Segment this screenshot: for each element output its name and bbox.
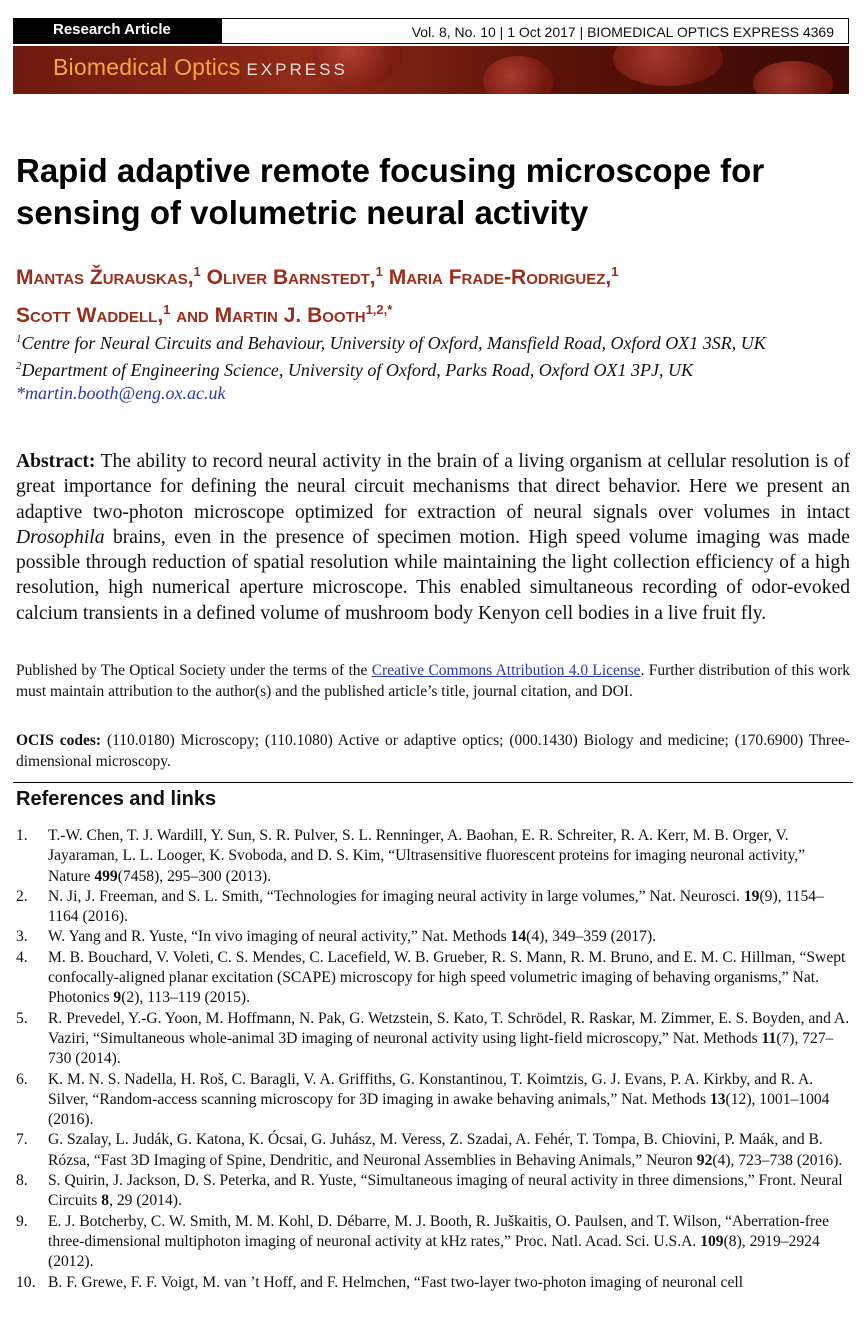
reference-number: 1. xyxy=(16,827,28,844)
top-bar xyxy=(13,18,849,44)
author: and Martin J. Booth$^{1,2,*}$ xyxy=(176,302,393,327)
author: Oliver Barnstedt,$^1$ xyxy=(206,264,383,289)
reference-item: 1. T.-W. Chen, T. J. Wardill, Y. Sun, S. R. Pulver, S. L. Renninger, A. Baohan, E. R. Schreiter, R. A. Kerr, M. B. Orger, V. Jayaraman, L. L. Looger, K. Svoboda, and D. S. Kim, “Ultrasensitive fluorescent proteins for imaging neuronal activity,” Nature 499(7458), 295–300 (2013). xyxy=(16,827,806,885)
author-list xyxy=(16,256,856,332)
article-title: Rapid adaptive remote focusing microscope for sensing of volumetric neural activity xyxy=(16,152,765,231)
affiliation: $^2$Department of Engineering Science, University of Oxford, Parks Road, Oxford OX1 3PJ, UK xyxy=(16,360,694,380)
author: Mantas Žurauskas,$^1$ xyxy=(16,264,201,289)
reference-item: 5. R. Prevedel, Y.-G. Yoon, M. Hoffmann, N. Pak, G. Wetzstein, S. Kato, T. Schrödel, R. Raskar, M. Zimmer, E. S. Boyden, and A. Vaziri, “Simultaneous whole-animal 3D imaging of neuronal activity using light-field microscopy,” Nat. Methods 11(7), 727–730 (2014). xyxy=(16,1009,850,1068)
abstract: Abstract: The ability to record neural activity in the brain of a living organism at cellular resolution is of great importance for defining the neural circuit mechanisms that direct behavior. Here we present an adaptive two-photon microscope optimized for extraction of neural signals over volumes in intact Drosophila brains, even in the presence of specimen motion. High speed volume imaging was made possible through reduction of spatial resolution while maintaining the light collection efficiency of a high resolution, high numerical aperture microscope. This enabled simultaneous recording of odor-evoked calcium transients in a defined volume of mushroom body Kenyon cell bodies in a live fruit fly. xyxy=(16,451,850,624)
references-heading: References and links xyxy=(16,788,217,810)
publication-note: Published by The Optical Society under the terms of the Creative Commons Attribution 4.0 License. Further distribution of this work must maintain attribution to the author(s) and the published article’s title, journal citation, and DOI. xyxy=(16,662,850,700)
license-link[interactable]: Creative Commons Attribution 4.0 License xyxy=(371,662,641,679)
affiliation: $^1$Centre for Neural Circuits and Behaviour, University of Oxford, Mansfield Road, Oxford OX1 3SR, UK xyxy=(16,333,766,353)
reference-item: 10. B. F. Grewe, F. F. Voigt, M. van ’t Hoff, and F. Helmchen, “Fast two-layer two-photon imaging of neuronal cell xyxy=(16,1273,850,1293)
reference-number: 6. xyxy=(16,1070,28,1088)
reference-number: 3. xyxy=(16,928,28,946)
reference-list xyxy=(16,826,850,1293)
journal-logo: Biomedical Optics EXPRESS xyxy=(53,54,348,80)
author: Scott Waddell,$^1$ xyxy=(16,302,171,327)
author: Maria Frade-Rodriguez,$^1$ xyxy=(388,264,619,289)
abstract-label: Abstract: xyxy=(16,451,96,472)
reference-number: 8. xyxy=(16,1172,28,1190)
reference-number: 2. xyxy=(16,887,28,905)
reference-item: 4. M. B. Bouchard, V. Voleti, C. S. Mendes, C. Lacefield, W. B. Grueber, R. S. Mann, R. M. Bruno, and E. M. C. Hillman, “Swept confocally-aligned planar excitation (SCAPE) microscopy for high speed volumetric imaging of behaving organisms,” Nat. Photonics 9(2), 113–119 (2015). xyxy=(16,948,846,1007)
ocis-codes: OCIS codes: (110.0180) Microscopy; (110.1080) Active or adaptive optics; (000.1430) Biology and medicine; (170.6900) Three-dimensional microscopy. xyxy=(16,732,850,770)
journal-banner xyxy=(13,46,849,94)
reference-number: 9. xyxy=(16,1212,28,1230)
reference-item: 8. S. Quirin, J. Jackson, D. S. Peterka, and R. Yuste, “Simultaneous imaging of neural activity in three dimensions,” Front. Neural Circuits 8, 29 (2014). xyxy=(16,1172,843,1210)
reference-item: 7. G. Szalay, L. Judák, G. Katona, K. Ócsai, G. Juhász, M. Veress, Z. Szadai, A. Fehér, T. Tompa, B. Chiovini, P. Maák, and B. Rózsa, “Fast 3D Imaging of Spine, Dendritic, and Neuronal Assemblies in Behaving Animals,” Neuron 92(4), 723–738 (2016). xyxy=(16,1131,843,1169)
corresponding-email-link[interactable]: *martin.booth@eng.ox.ac.uk xyxy=(16,383,226,403)
reference-number: 5. xyxy=(16,1009,28,1027)
journal-citation: Vol. 8, No. 10 | 1 Oct 2017 | BIOMEDICAL OPTICS EXPRESS 4369 xyxy=(221,18,849,44)
article-type-label: Research Article xyxy=(13,18,221,44)
reference-number: 10. xyxy=(16,1273,36,1291)
reference-number: 4. xyxy=(16,948,28,966)
reference-number: 7. xyxy=(16,1131,28,1149)
reference-item: 2. N. Ji, J. Freeman, and S. L. Smith, “Technologies for imaging neural activity in large volumes,” Nat. Neurosci. 19(9), 1154–1164 (2016). xyxy=(16,887,824,926)
affiliations xyxy=(16,328,846,405)
reference-item: 6. K. M. N. S. Nadella, H. Roš, C. Baragli, V. A. Griffiths, G. Konstantinou, T. Koimtzis, G. J. Evans, P. A. Kirkby, and R. A. Silver, “Random-access scanning microscopy for 3D imaging in awake behaving animals,” Nat. Methods 13(12), 1001–1004 (2016). xyxy=(16,1070,830,1129)
reference-item: 3. W. Yang and R. Yuste, “In vivo imaging of neural activity,” Nat. Methods 14(4), 349–359 (2017). xyxy=(16,927,850,947)
reference-item: 9. E. J. Botcherby, C. W. Smith, M. M. Kohl, D. Débarre, M. J. Booth, R. Juškaitis, O. Paulsen, and T. Wilson, “Aberration-free three-dimensional multiphoton imaging of neuronal activity at kHz rates,” Proc. Natl. Acad. Sci. U.S.A. 109(8), 2919–2924 (2012). xyxy=(16,1212,830,1271)
section-divider xyxy=(13,782,853,783)
